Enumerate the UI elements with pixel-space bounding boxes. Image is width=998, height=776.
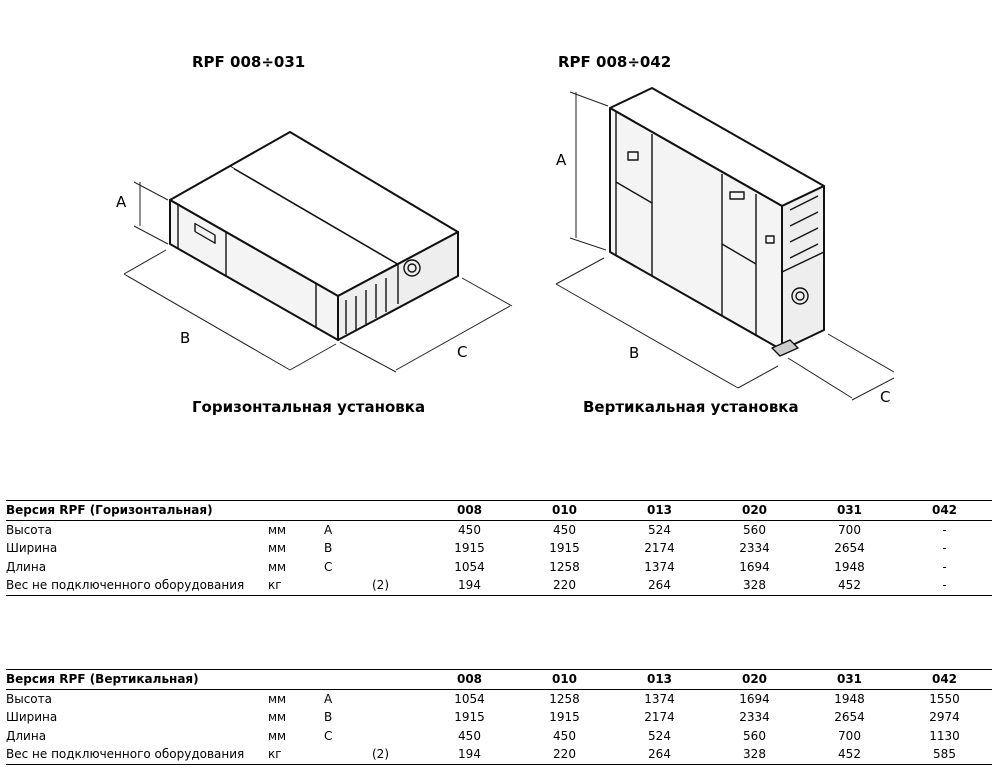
row-unit: мм [268,728,287,743]
cell-value: - [942,578,947,593]
row-note [372,727,422,746]
cell-value: 1258 [549,559,580,574]
cell-value: 450 [458,522,481,537]
row-symbol: C [324,728,333,743]
cell-value: - [942,541,947,556]
row-unit: кг [268,747,282,762]
column-header: 013 [646,672,673,687]
cell-value: 194 [458,578,481,593]
cell-value: 700 [838,522,861,537]
cell-value: 700 [838,728,861,743]
cell-value: 452 [838,578,861,593]
row-note: (2) [372,578,389,593]
row-label: Ширина [6,541,58,556]
cell-value: 1374 [644,691,675,706]
cell-value: 1915 [454,541,485,556]
table-title: Версия RPF (Вертикальная) [6,672,199,687]
column-header: 042 [931,503,958,518]
horizontal-caption: Горизонтальная установка [192,398,426,416]
row-label: Ширина [6,710,58,725]
horizontal-dim-b: B [180,329,191,347]
column-header: 031 [836,672,863,687]
horizontal-dim-c: C [457,343,468,361]
cell-value: 194 [458,747,481,762]
table-row [6,576,992,595]
row-unit: мм [268,541,287,556]
cell-value: 1915 [549,541,580,556]
cell-value: 2174 [644,541,675,556]
horizontal-spec-table [6,500,992,596]
table-header-row [6,670,992,690]
table-row [6,520,992,539]
row-symbol: A [324,522,333,537]
column-header: 013 [646,503,673,518]
row-unit: мм [268,691,287,706]
vertical-spec-table [6,669,992,765]
row-label: Длина [6,559,47,574]
horizontal-model-range: RPF 008÷031 [192,53,306,71]
row-symbol: B [324,710,333,725]
table-row [6,745,992,764]
vertical-caption: Вертикальная установка [583,398,799,416]
cell-value: 220 [553,747,576,762]
cell-value: 220 [553,578,576,593]
row-symbol: C [324,559,333,574]
cell-value: 585 [933,747,956,762]
cell-value: 560 [743,522,766,537]
cell-value: 1130 [929,728,960,743]
cell-value: 2654 [834,710,865,725]
row-unit: мм [268,522,287,537]
cell-value: 2334 [739,541,770,556]
cell-value: 1915 [454,710,485,725]
cell-value: 2974 [929,710,960,725]
column-header: 042 [931,672,958,687]
column-header: 020 [741,503,768,518]
cell-value: 1550 [929,691,960,706]
cell-value: 328 [743,578,766,593]
row-note: (2) [372,747,389,762]
cell-value: 524 [648,522,671,537]
row-unit: мм [268,559,287,574]
cell-value: 1948 [834,691,865,706]
cell-value: 450 [458,728,481,743]
row-note [372,708,422,727]
vertical-dim-b: B [629,344,640,362]
column-header: 031 [836,503,863,518]
cell-value: 264 [648,578,671,593]
cell-value: 1694 [739,691,770,706]
cell-value: 1948 [834,559,865,574]
cell-value: 450 [553,522,576,537]
cell-value: 1258 [549,691,580,706]
table-row [6,727,992,746]
cell-value: 328 [743,747,766,762]
cell-value: 1054 [454,559,485,574]
row-unit: кг [268,578,282,593]
cell-value: 1054 [454,691,485,706]
table-title: Версия RPF (Горизонтальная) [6,503,213,518]
cell-value: 524 [648,728,671,743]
row-note [372,520,422,539]
cell-value: - [942,522,947,537]
cell-value: 452 [838,747,861,762]
row-symbol: B [324,541,333,556]
table-row [6,539,992,558]
column-header: 020 [741,672,768,687]
cell-value: 1694 [739,559,770,574]
vertical-dim-a: A [556,151,567,169]
row-label: Длина [6,728,47,743]
column-header: 010 [551,503,578,518]
cell-value: 1374 [644,559,675,574]
row-note [372,558,422,577]
cell-value: 2174 [644,710,675,725]
table-row [6,689,992,708]
cell-value: 264 [648,747,671,762]
row-symbol: A [324,691,333,706]
column-header: 008 [456,503,483,518]
row-unit: мм [268,710,287,725]
column-header: 008 [456,672,483,687]
cell-value: 450 [553,728,576,743]
row-note [372,689,422,708]
row-label: Вес не подключенного оборудования [6,747,245,762]
table-row [6,708,992,727]
row-symbol [324,576,372,595]
row-note [372,539,422,558]
row-label: Вес не подключенного оборудования [6,578,245,593]
vertical-dim-c: C [880,388,891,406]
table-row [6,558,992,577]
cell-value: 1915 [549,710,580,725]
vertical-model-range: RPF 008÷042 [558,53,672,71]
cell-value: - [942,559,947,574]
row-symbol [324,745,372,764]
table-header-row [6,501,992,521]
row-label: Высота [6,522,52,537]
cell-value: 560 [743,728,766,743]
horizontal-dim-a: A [116,193,127,211]
cell-value: 2334 [739,710,770,725]
row-label: Высота [6,691,52,706]
column-header: 010 [551,672,578,687]
cell-value: 2654 [834,541,865,556]
